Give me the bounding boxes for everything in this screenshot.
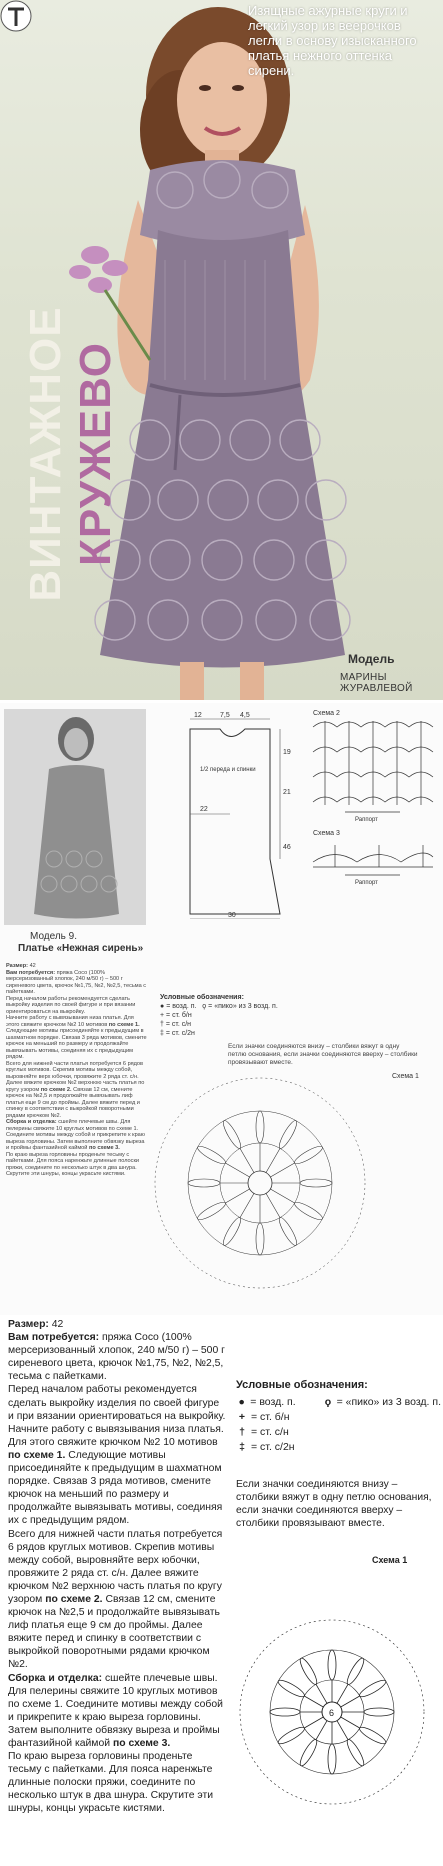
instructions-p2b: по схеме 1.	[8, 1449, 66, 1461]
scan-p3c: Связав 12 см, смените крючок на №2,5 и продолжайте вывязывать лиф платья еще 9 см до проймы. Далее вяжите перед и спинку в соответствии с выкройкой поворотными рядами крючком №2.	[6, 1086, 140, 1119]
scan-needs-label: Вам потребуется:	[6, 969, 56, 976]
scan-needs-text: пряжа Coco (100% мерсеризованный хлопок, 240 м/50 г) – 500 г сиреневого цвета, крючок №1,75, №2, №2,5, тесьма с пайетками.	[6, 969, 147, 995]
scan-schema1-label: Схема 1	[392, 1073, 419, 1080]
scan-size-label: Размер:	[6, 963, 29, 969]
scan-p3: Всего для нижней части платья потребуется 6 рядов круглых мотивов. Скрепив мотивы между собой, выровняйте верх юбочки, провяжите 2 ряда ст. с/н. Далее вяжите крючком №2 верхнюю часть платья по кругу узором	[6, 1060, 145, 1093]
pattern-dim-1: 7,5	[220, 712, 230, 719]
scan-legend-sym-1: +	[160, 1012, 165, 1019]
schema-2-3-diagram	[305, 707, 440, 987]
legend-picot-text: = «пико» из 3 возд. п.	[336, 1396, 441, 1408]
scan-legend-sym-0: ●	[160, 1003, 165, 1010]
scan-p2c: Следующие мотивы присоединяйте к предыдущим в шахматном порядке. Связав 3 ряда мотивов, смените крючок на меньший по размеру и продолжайте вывязывать мотивы, соединяя их с предыдущим рядом.	[6, 1028, 147, 1060]
scan-model-number: Модель 9.	[30, 931, 78, 942]
cover-title-part2: КРУЖЕВО	[71, 342, 120, 567]
legend-text-3: = ст. с/2н	[251, 1441, 295, 1453]
legend-row-1	[236, 1410, 441, 1425]
scan-model-name: Платье «Нежная сирень»	[18, 943, 144, 954]
assembly-schema: по схеме 3.	[112, 1738, 171, 1749]
scan-note: Если значки соединяются внизу – столбики вяжут в одну петлю основания, если значки соединяются вверху – столбики провязывают вместе.	[228, 1043, 418, 1066]
svg-text:6: 6	[329, 1708, 335, 1718]
legend-symbol-1: +	[238, 1411, 246, 1423]
pattern-dim-0: 12	[194, 712, 202, 719]
scan-legend-sym-3: ‡	[160, 1030, 164, 1037]
scan-p2b: по схеме 1.	[108, 1021, 140, 1028]
legend-symbol-3: ‡	[239, 1441, 245, 1453]
legend-symbol-2: †	[239, 1426, 245, 1438]
scan-assembly-b: по схеме 3.	[88, 1145, 120, 1151]
cover-photo	[0, 0, 443, 700]
legend-row-3	[236, 1440, 441, 1455]
schema1-label: Схема 1	[372, 1555, 408, 1565]
cover-title-part1: ВИНТАЖНОЕ	[21, 306, 70, 602]
schema2-label: Схема 2	[313, 710, 340, 717]
scan-legend	[160, 993, 310, 1038]
scan-legend-picot-text: = «пико» из 3 возд. п.	[208, 1003, 278, 1010]
size-label: Размер:	[8, 1319, 49, 1330]
legend-text-2: = ст. с/н	[251, 1426, 289, 1438]
scan-legend-text-2: = ст. с/н	[165, 1021, 192, 1028]
legend-title: Условные обозначения:	[236, 1379, 368, 1391]
legend-picot-symbol: ϙ	[324, 1396, 332, 1408]
assembly-text: сшейте плечевые швы. Для пелерины свяжите 10 круглых мотивов по схеме 1. Соедините мотивы между собой и прикрепите к краю выреза горловины. Затем выполните обвязку выреза и проймы фантазийной каймой	[8, 1672, 223, 1749]
legend-row-0	[236, 1395, 441, 1410]
instructions-p4: По краю выреза горловины проденьте тесьму с пайетками. Для пояса наренжьте длинные полоски пряжи, соедините по несколько штук в два шнура. Скрутите эти шнуры, концы украсьте кистями.	[8, 1751, 214, 1815]
sewing-pattern	[170, 709, 300, 919]
instructions-p3: Всего для нижней части платья потребуется 6 рядов круглых мотивов. Скрепив мотивы между собой, выровняйте верх юбочки, провяжите 2 ряда ст. с/н. Далее вяжите крючком №2 верхнюю часть платья по кругу узором	[8, 1528, 223, 1605]
schema3-label: Схема 3	[313, 830, 340, 837]
pattern-dim-4: 21	[283, 789, 291, 796]
needs-label: Вам потребуется:	[8, 1332, 100, 1344]
pattern-dim-3: 19	[283, 749, 291, 756]
legend-row-2	[236, 1425, 441, 1440]
scan-legend-picot-sym: ϙ	[202, 1003, 207, 1010]
schema1-motif	[222, 1562, 442, 1862]
cover-title	[21, 219, 120, 689]
scan-legend-text-1: = ст. б/н	[166, 1012, 192, 1019]
scan-legend-text-0: = возд. п.	[166, 1003, 197, 1010]
scan-p3b: по схеме 2.	[40, 1086, 72, 1093]
thumbnail-photo	[4, 709, 146, 925]
scan-legend-sym-2: †	[160, 1021, 164, 1028]
model-label: Модель	[348, 652, 395, 666]
pattern-label: 1/2 переда и спинки	[200, 767, 256, 773]
legend-symbol-0: ●	[238, 1396, 245, 1408]
pattern-dim-2: 4,5	[240, 712, 250, 719]
scan-p1: Перед началом работы рекомендуется сделать выкройку изделия по своей фигуре и при вязании ориентироваться на выкройку.	[6, 995, 136, 1015]
needs-text: пряжа Coco (100% мерсеризованный хлопок, 240 м/50 г) – 500 г сиреневого цвета, крючок №1,75, №2, №2,5, тесьма с пайетками.	[8, 1332, 225, 1383]
instructions-p2: Начните работу с вывязывания низа платья. Для этого свяжите крючком №2 10 мотивов	[8, 1423, 224, 1448]
scan-text	[6, 963, 148, 1178]
legend-text-0: = возд. п.	[250, 1396, 296, 1408]
scan-p2: Начните работу с вывязывания низа платья. Для этого свяжите крючком №2 10 мотивов	[6, 1015, 134, 1028]
scan-p4: По краю выреза горловины проденьте тесьму с пайетками. Для пояса наренжьте длинные полоски пряжи, соедините по несколько штук в два шнура. Скрутите эти шнуры, концы украсьте кистями.	[6, 1151, 140, 1177]
brand-logo-icon	[0, 0, 32, 32]
scan-schema1-motif	[140, 1063, 380, 1303]
model-author: МАРИНЫ ЖУРАВЛЕВОЙ	[340, 672, 413, 694]
instructions-p3c: Связав 12 см, смените крючок на №2,5 и продолжайте вывязывать лиф платья еще 9 см до проймы. Далее вяжите перед и спинку в соответствии с выкройкой поворотными рядами крючком №2.	[8, 1593, 220, 1671]
instructions-p2c: Следующие мотивы присоединяйте к предыдущим в шахматном порядке. Связав 3 ряда мотивов, смените крючок на меньший по размеру и продолжайте вывязывать мотивы, соединяя их с предыдущим рядом.	[8, 1449, 223, 1527]
pattern-dim-5: 22	[200, 806, 208, 813]
scan-legend-text-3: = ст. с/2н	[165, 1030, 195, 1037]
pattern-dim-6: 46	[283, 844, 291, 851]
schema3-rapport: Раппорт	[355, 880, 378, 886]
cover-caption: Изящные ажурные круги и легкий узор из веерочков легли в основу изысканного платья нежного оттенка сирени.	[248, 3, 417, 78]
legend	[236, 1378, 441, 1455]
legend-text-1: = ст. б/н	[251, 1411, 290, 1423]
instructions-p3b: по схеме 2.	[45, 1593, 103, 1605]
scan-assembly-label: Сборка и отделка:	[6, 1119, 57, 1125]
symbol-note: Если значки соединяются внизу – столбики вяжут в одну петлю основания, если значки соединяются вверху – столбики провязывают вместе.	[236, 1479, 432, 1529]
assembly-label: Сборка и отделка:	[8, 1672, 103, 1684]
scan-size-value: 42	[28, 963, 36, 969]
scan-legend-title: Условные обозначения:	[160, 994, 244, 1001]
pattern-dim-7: 30	[228, 912, 236, 919]
size-value: 42	[48, 1319, 64, 1330]
instructions-p1: Перед началом работы рекомендуется сделать выкройку изделия по своей фигуре и при вязании ориентироваться на выкройку.	[8, 1384, 226, 1422]
schema2-rapport: Раппорт	[355, 817, 378, 823]
page-scan	[0, 703, 443, 1315]
scan-assembly-text: сшейте плечевые швы. Для пелерины свяжите 10 круглых мотивов по схеме 1. Соедините мотивы между собой и прикрепите к краю выреза горловины. Затем выполните обвязку выреза и проймы фантазийной каймой	[6, 1119, 145, 1151]
instructions-text	[8, 1318, 226, 1816]
